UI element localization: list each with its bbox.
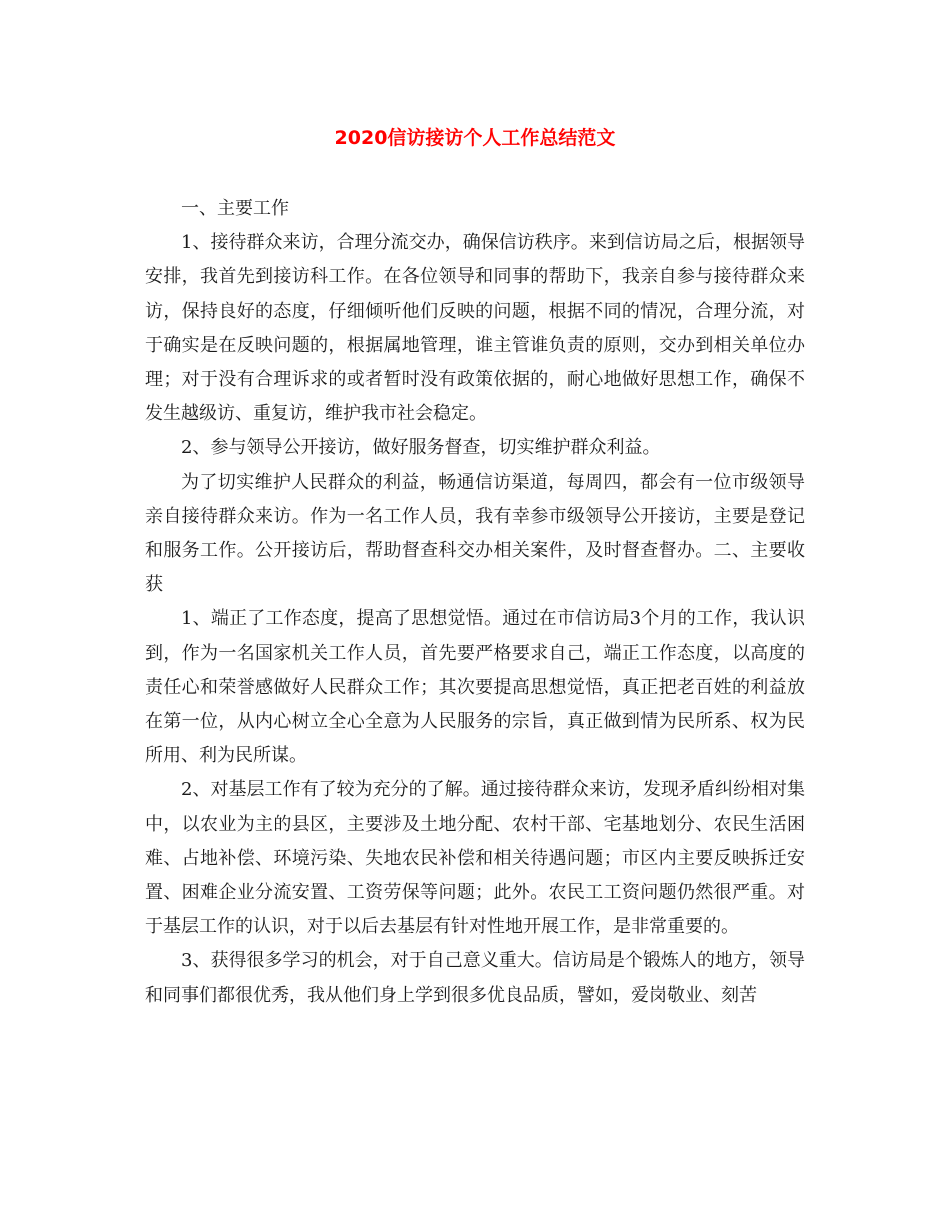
- document-title: 2020信访接访个人工作总结范文: [334, 127, 616, 149]
- body-paragraph: 2、对基层工作有了较为充分的了解。通过接待群众来访，发现矛盾纠纷相对集中，以农业为主的县区，主要涉及土地分配、农村干部、宅基地划分、农民生活困难、占地补偿、环境污染、失地农民补偿和相关待遇问题；市区内主要反映拆迁安置、困难企业分流安置、工资劳保等问题；此外。农民工工资问题仍然很严重。对于基层工作的认识，对于以后去基层有针对性地开展工作，是非常重要的。: [145, 779, 805, 938]
- body-paragraph: 为了切实维护人民群众的利益，畅通信访渠道，每周四，都会有一位市级领导亲自接待群众来访。作为一名工作人员，我有幸参市级领导公开接访，主要是登记和服务工作。公开接访后，帮助督查科交办相关案件，及时督查督办。二、主要收获: [145, 471, 805, 596]
- document-body: [145, 192, 805, 1013]
- body-paragraph: 1、端正了工作态度，提高了思想觉悟。通过在市信访局3个月的工作，我认识到，作为一名国家机关工作人员，首先要严格要求自己，端正工作态度，以高度的责任心和荣誉感做好人民群众工作；其次要提高思想觉悟，真正把老百姓的利益放在第一位，从内心树立全心全意为人民服务的宗旨，真正做到情为民所系、权为民所用、利为民所谋。: [145, 608, 805, 767]
- section-heading: 一、主要工作: [181, 198, 289, 219]
- body-paragraph: 3、获得很多学习的机会，对于自己意义重大。信访局是个锻炼人的地方，领导和同事们都很优秀，我从他们身上学到很多优良品质，譬如，爱岗敬业、刻苦: [145, 950, 805, 1006]
- body-paragraph: 1、接待群众来访，合理分流交办，确保信访秩序。来到信访局之后，根据领导安排，我首先到接访科工作。在各位领导和同事的帮助下，我亲自参与接待群众来访，保持良好的态度，仔细倾听他们反映的问题，根据不同的情况，合理分流，对于确实是在反映问题的，根据属地管理，谁主管谁负责的原则，交办到相关单位办理；对于没有合理诉求的或者暂时没有政策依据的，耐心地做好思想工作，确保不发生越级访、重复访，维护我市社会稳定。: [145, 232, 805, 425]
- body-paragraph: 2、参与领导公开接访，做好服务督查，切实维护群众利益。: [181, 437, 661, 459]
